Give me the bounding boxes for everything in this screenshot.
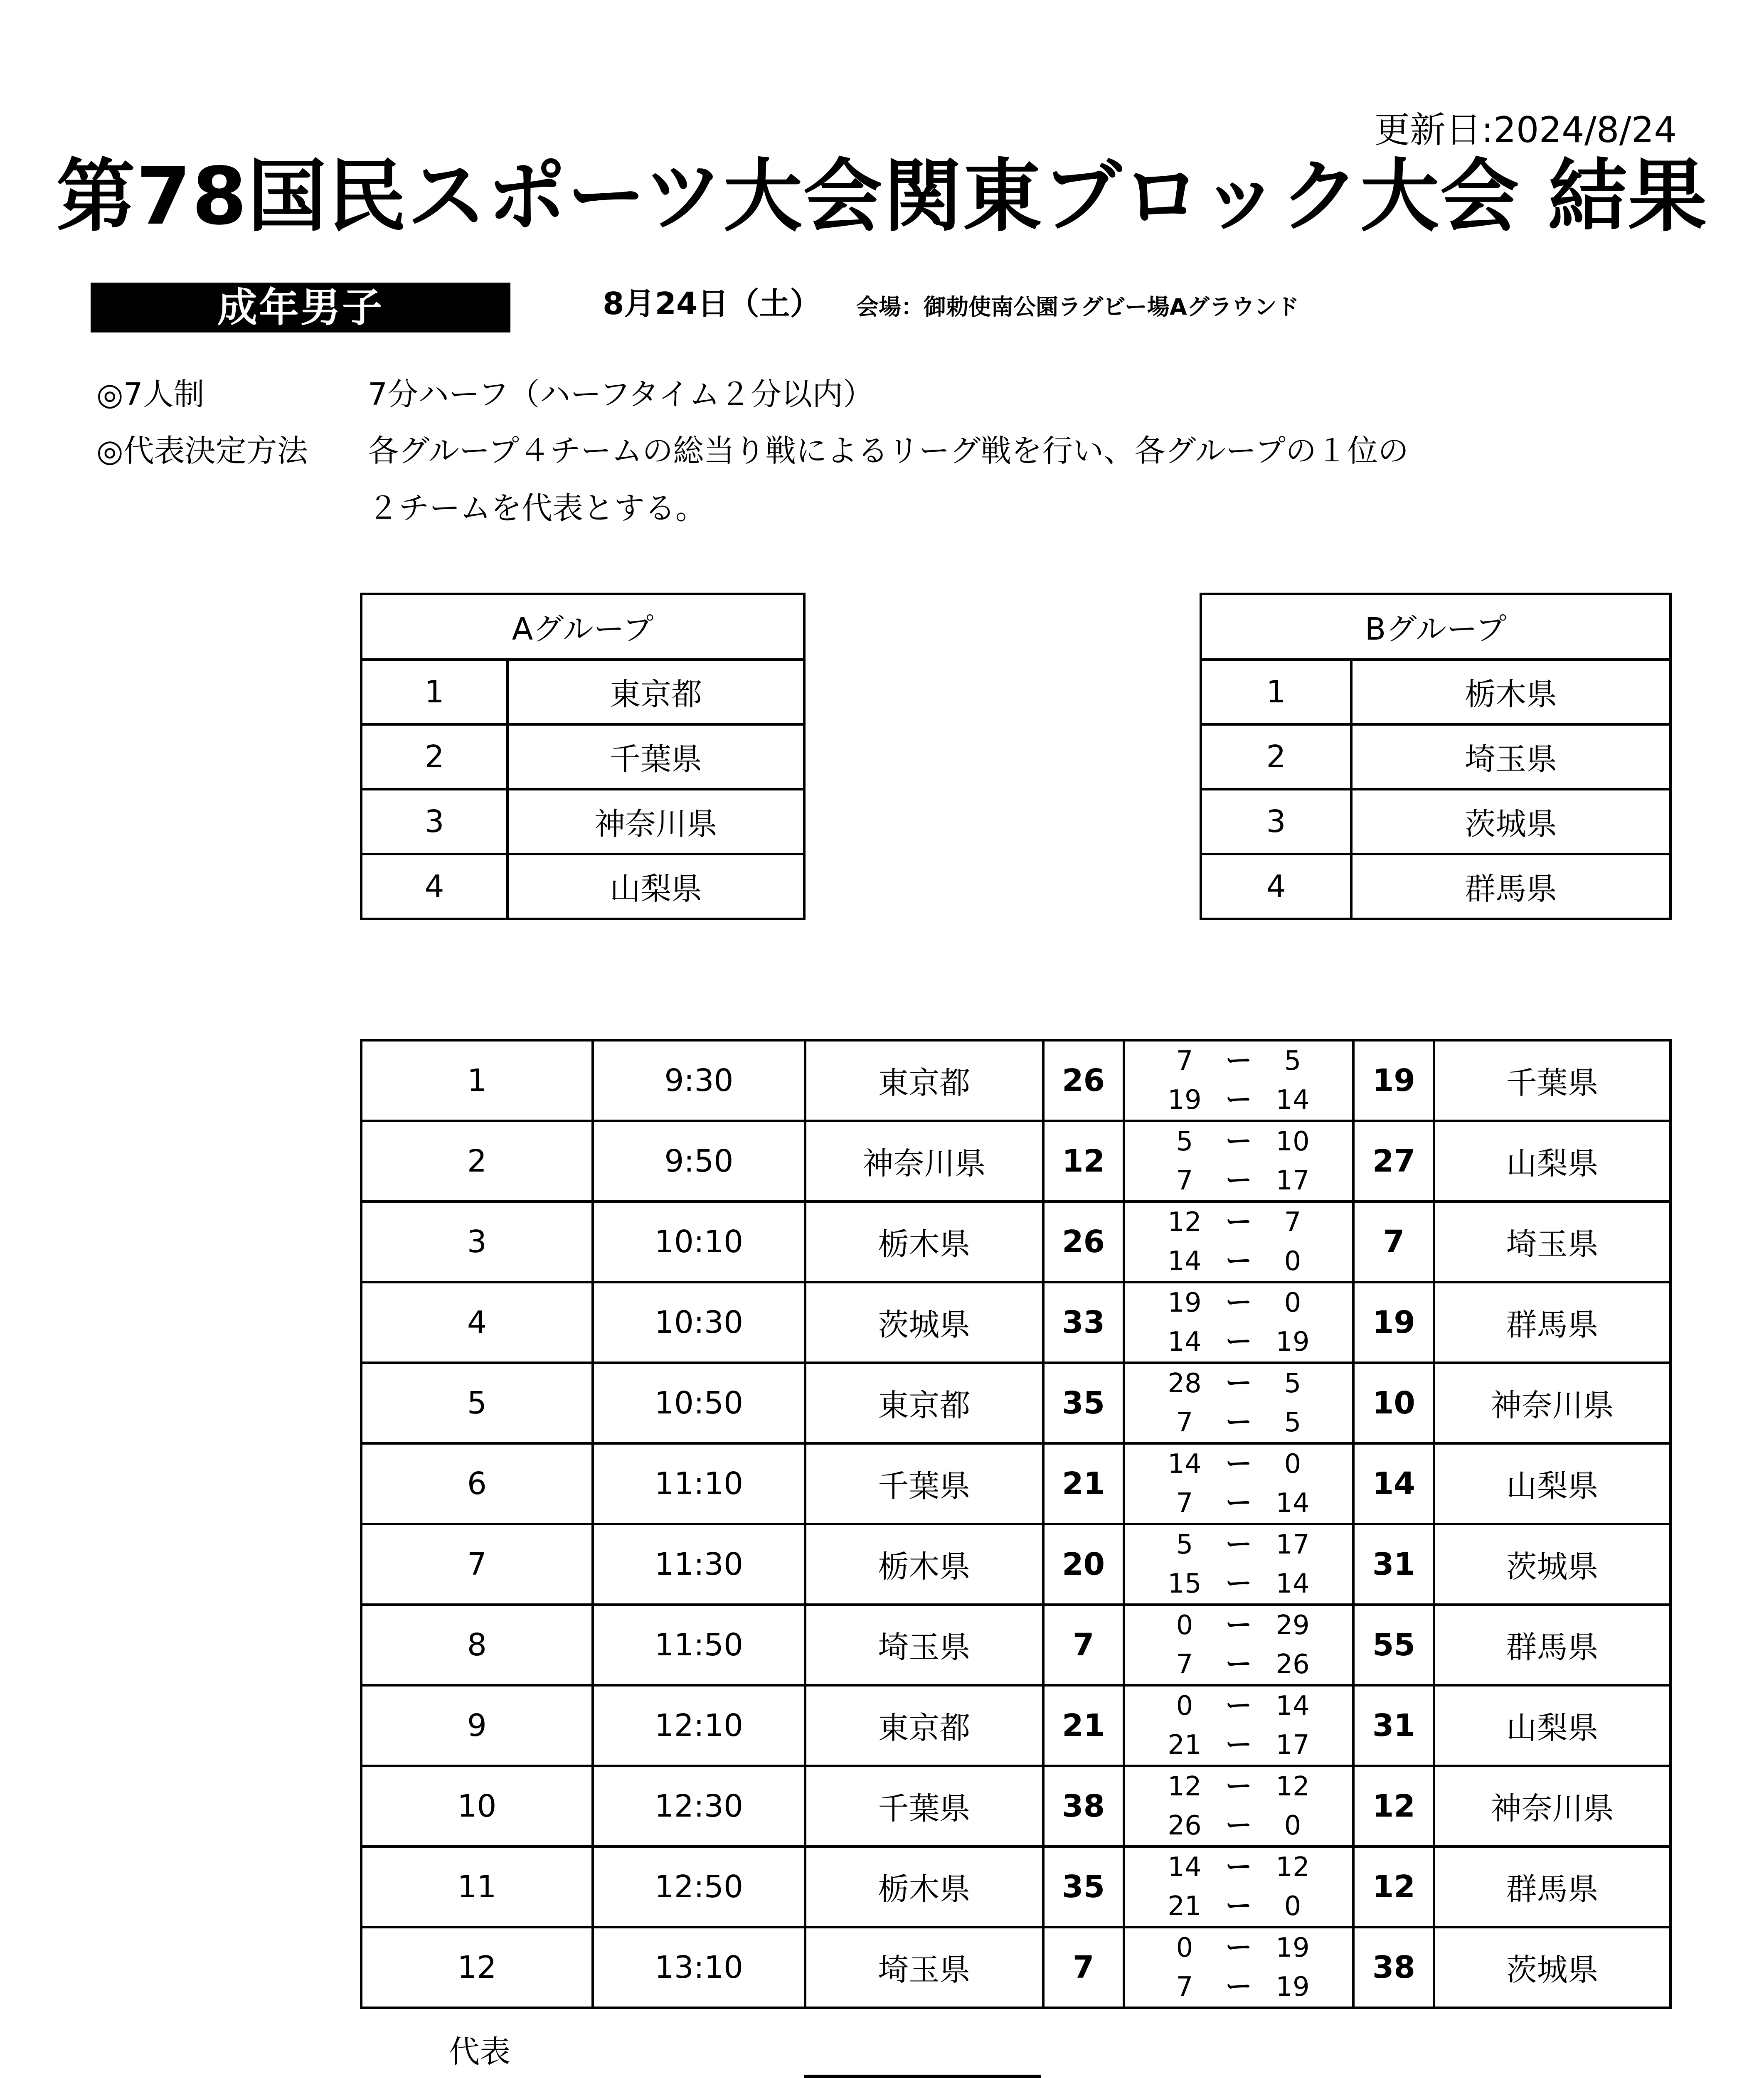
match-time: 11:30 xyxy=(593,1524,805,1605)
first-half-away: 14 xyxy=(1276,1691,1310,1721)
group-b-table xyxy=(1200,593,1672,920)
first-half-away: 12 xyxy=(1276,1771,1310,1802)
first-half-score xyxy=(1125,1445,1353,1484)
match-number: 1 xyxy=(361,1040,593,1121)
home-score: 7 xyxy=(1043,1927,1124,2008)
home-team: 千葉県 xyxy=(805,1443,1043,1524)
away-team: 千葉県 xyxy=(1434,1040,1670,1121)
second-half-score xyxy=(1125,1403,1353,1442)
table-row xyxy=(361,1605,1670,1685)
table-row xyxy=(361,854,804,919)
first-half-away: 10 xyxy=(1276,1126,1310,1157)
group-team-number: 2 xyxy=(1201,724,1351,789)
second-half-score xyxy=(1125,1645,1353,1684)
score-dash: ー xyxy=(1225,1771,1252,1802)
first-half-home: 5 xyxy=(1176,1529,1193,1560)
group-team-number: 2 xyxy=(361,724,508,789)
second-half-away: 17 xyxy=(1276,1730,1310,1760)
second-half-away: 17 xyxy=(1276,1165,1310,1196)
away-score: 55 xyxy=(1353,1605,1434,1685)
match-time: 12:10 xyxy=(593,1685,805,1766)
first-half-score xyxy=(1125,1283,1353,1322)
match-number: 9 xyxy=(361,1685,593,1766)
first-half-away: 5 xyxy=(1284,1368,1301,1399)
second-half-score xyxy=(1125,1887,1353,1926)
rule-value-format: 7分ハーフ（ハーフタイム２分以内） xyxy=(368,377,874,412)
home-score: 12 xyxy=(1043,1121,1124,1201)
away-team: 神奈川県 xyxy=(1434,1363,1670,1443)
group-team-name: 群馬県 xyxy=(1351,854,1670,919)
match-time: 9:50 xyxy=(593,1121,805,1201)
match-number: 2 xyxy=(361,1121,593,1201)
home-team: 千葉県 xyxy=(805,1766,1043,1847)
home-score: 38 xyxy=(1043,1766,1124,1847)
group-team-number: 1 xyxy=(361,660,508,724)
half-scores xyxy=(1124,1685,1354,1766)
score-dash: ー xyxy=(1225,1810,1252,1841)
home-score: 26 xyxy=(1043,1201,1124,1282)
match-time: 11:10 xyxy=(593,1443,805,1524)
group-team-number: 3 xyxy=(1201,789,1351,854)
home-team: 東京都 xyxy=(805,1363,1043,1443)
rule-value-method-cont: ２チームを代表とする。 xyxy=(368,490,706,526)
second-half-score xyxy=(1125,1564,1353,1603)
table-row xyxy=(361,1282,1670,1363)
first-half-home: 0 xyxy=(1176,1691,1193,1721)
match-number: 12 xyxy=(361,1927,593,2008)
away-team: 山梨県 xyxy=(1434,1121,1670,1201)
second-half-home: 21 xyxy=(1168,1730,1202,1760)
away-team: 埼玉県 xyxy=(1434,1201,1670,1282)
home-team: 東京都 xyxy=(805,1685,1043,1766)
table-row xyxy=(361,1201,1670,1282)
first-half-home: 0 xyxy=(1176,1933,1193,1963)
rule-label-method: ◎代表決定方法 xyxy=(96,433,308,469)
score-dash: ー xyxy=(1225,1488,1252,1519)
score-dash: ー xyxy=(1225,1649,1252,1680)
score-dash: ー xyxy=(1225,1288,1252,1318)
score-dash: ー xyxy=(1225,1730,1252,1760)
match-number: 4 xyxy=(361,1282,593,1363)
table-row xyxy=(1201,660,1670,724)
score-dash: ー xyxy=(1225,1368,1252,1399)
away-score: 19 xyxy=(1353,1282,1434,1363)
first-half-score xyxy=(1125,1203,1353,1242)
second-half-away: 14 xyxy=(1276,1085,1310,1115)
table-row xyxy=(1201,724,1670,789)
home-team: 栃木県 xyxy=(805,1201,1043,1282)
match-time: 10:50 xyxy=(593,1363,805,1443)
score-dash: ー xyxy=(1225,1891,1252,1922)
home-team: 東京都 xyxy=(805,1040,1043,1121)
second-half-home: 21 xyxy=(1168,1891,1202,1922)
second-half-away: 19 xyxy=(1276,1972,1310,2002)
match-time: 9:30 xyxy=(593,1040,805,1121)
table-row xyxy=(361,1524,1670,1605)
away-score: 38 xyxy=(1353,1927,1434,2008)
away-score: 12 xyxy=(1353,1847,1434,1927)
second-half-home: 7 xyxy=(1176,1649,1193,1680)
second-half-score xyxy=(1125,1081,1353,1120)
table-row xyxy=(361,1040,1670,1121)
match-number: 3 xyxy=(361,1201,593,1282)
first-half-score xyxy=(1125,1122,1353,1161)
first-half-home: 5 xyxy=(1176,1126,1193,1157)
half-scores xyxy=(1124,1847,1354,1927)
rule-value-method: 各グループ４チームの総当り戦によるリーグ戦を行い、各グループの１位の xyxy=(368,433,1409,469)
away-team: 群馬県 xyxy=(1434,1605,1670,1685)
away-score: 31 xyxy=(1353,1685,1434,1766)
half-scores xyxy=(1124,1282,1354,1363)
match-time: 12:50 xyxy=(593,1847,805,1927)
score-dash: ー xyxy=(1225,1529,1252,1560)
half-scores xyxy=(1124,1201,1354,1282)
event-date: 8月24日（土） xyxy=(603,286,821,322)
home-score: 35 xyxy=(1043,1363,1124,1443)
second-half-home: 19 xyxy=(1168,1085,1202,1115)
match-number: 10 xyxy=(361,1766,593,1847)
home-score: 7 xyxy=(1043,1605,1124,1685)
first-half-home: 14 xyxy=(1168,1852,1202,1883)
second-half-home: 7 xyxy=(1176,1165,1193,1196)
away-score: 14 xyxy=(1353,1443,1434,1524)
first-half-home: 12 xyxy=(1168,1771,1202,1802)
first-half-home: 7 xyxy=(1176,1046,1193,1076)
first-half-score xyxy=(1125,1606,1353,1645)
second-half-score xyxy=(1125,1726,1353,1765)
table-row xyxy=(361,1927,1670,2008)
second-half-score xyxy=(1125,1806,1353,1845)
second-half-home: 14 xyxy=(1168,1327,1202,1357)
half-scores xyxy=(1124,1443,1354,1524)
update-date: 更新日:2024/8/24 xyxy=(1374,109,1677,151)
match-number: 11 xyxy=(361,1847,593,1927)
group-team-number: 1 xyxy=(1201,660,1351,724)
second-half-away: 0 xyxy=(1284,1810,1301,1841)
second-half-away: 0 xyxy=(1284,1246,1301,1277)
score-dash: ー xyxy=(1225,1126,1252,1157)
half-scores xyxy=(1124,1927,1354,2008)
match-time: 11:50 xyxy=(593,1605,805,1685)
table-row xyxy=(1201,854,1670,919)
score-dash: ー xyxy=(1225,1046,1252,1076)
second-half-home: 26 xyxy=(1168,1810,1202,1841)
table-row xyxy=(361,1443,1670,1524)
away-team: 山梨県 xyxy=(1434,1685,1670,1766)
home-score: 26 xyxy=(1043,1040,1124,1121)
away-team: 茨城県 xyxy=(1434,1927,1670,2008)
first-half-away: 0 xyxy=(1284,1288,1301,1318)
away-team: 茨城県 xyxy=(1434,1524,1670,1605)
home-team: 栃木県 xyxy=(805,1847,1043,1927)
first-half-home: 0 xyxy=(1176,1610,1193,1641)
second-half-away: 5 xyxy=(1284,1407,1301,1438)
away-score: 12 xyxy=(1353,1766,1434,1847)
table-row xyxy=(361,1363,1670,1443)
match-number: 5 xyxy=(361,1363,593,1443)
match-number: 7 xyxy=(361,1524,593,1605)
score-dash: ー xyxy=(1225,1327,1252,1357)
second-half-score xyxy=(1125,1967,1353,2007)
venue: 会場：御勅使南公園ラグビー場Aグラウンド xyxy=(856,294,1299,320)
second-half-home: 14 xyxy=(1168,1246,1202,1277)
second-half-away: 19 xyxy=(1276,1327,1310,1357)
first-half-score xyxy=(1125,1928,1353,1967)
first-half-away: 7 xyxy=(1284,1207,1301,1238)
away-score: 27 xyxy=(1353,1121,1434,1201)
first-half-score xyxy=(1125,1041,1353,1081)
match-time: 10:30 xyxy=(593,1282,805,1363)
score-dash: ー xyxy=(1225,1165,1252,1196)
home-score: 33 xyxy=(1043,1282,1124,1363)
first-half-home: 28 xyxy=(1168,1368,1202,1399)
group-team-number: 3 xyxy=(361,789,508,854)
score-dash: ー xyxy=(1225,1207,1252,1238)
table-row xyxy=(361,789,804,854)
table-row xyxy=(361,1121,1670,1201)
first-half-score xyxy=(1125,1364,1353,1403)
half-scores xyxy=(1124,1121,1354,1201)
rule-label-format: ◎7人制 xyxy=(96,377,204,412)
score-dash: ー xyxy=(1225,1085,1252,1115)
score-dash: ー xyxy=(1225,1972,1252,2002)
away-team: 群馬県 xyxy=(1434,1282,1670,1363)
results-table xyxy=(360,1039,1672,2009)
home-score: 21 xyxy=(1043,1443,1124,1524)
group-team-name: 埼玉県 xyxy=(1351,724,1670,789)
table-row xyxy=(361,1685,1670,1766)
home-score: 35 xyxy=(1043,1847,1124,1927)
second-half-home: 7 xyxy=(1176,1407,1193,1438)
score-dash: ー xyxy=(1225,1407,1252,1438)
group-team-number: 4 xyxy=(361,854,508,919)
table-row xyxy=(361,1847,1670,1927)
second-half-away: 14 xyxy=(1276,1568,1310,1599)
score-dash: ー xyxy=(1225,1691,1252,1721)
second-half-home: 15 xyxy=(1168,1568,1202,1599)
group-team-name: 茨城県 xyxy=(1351,789,1670,854)
group-team-name: 山梨県 xyxy=(508,854,804,919)
group-team-name: 栃木県 xyxy=(1351,660,1670,724)
score-dash: ー xyxy=(1225,1933,1252,1963)
first-half-away: 5 xyxy=(1284,1046,1301,1076)
group-team-name: 東京都 xyxy=(508,660,804,724)
score-dash: ー xyxy=(1225,1610,1252,1641)
second-half-home: 7 xyxy=(1176,1488,1193,1519)
second-half-score xyxy=(1125,1161,1353,1200)
half-scores xyxy=(1124,1363,1354,1443)
first-half-score xyxy=(1125,1687,1353,1726)
first-half-away: 29 xyxy=(1276,1610,1310,1641)
group-team-name: 千葉県 xyxy=(508,724,804,789)
match-number: 8 xyxy=(361,1605,593,1685)
rep-a-team xyxy=(804,2075,1041,2078)
first-half-score xyxy=(1125,1525,1353,1564)
match-time: 12:30 xyxy=(593,1766,805,1847)
score-dash: ー xyxy=(1225,1852,1252,1883)
second-half-away: 0 xyxy=(1284,1891,1301,1922)
first-half-away: 17 xyxy=(1276,1529,1310,1560)
first-half-home: 14 xyxy=(1168,1449,1202,1480)
group-team-number: 4 xyxy=(1201,854,1351,919)
score-dash: ー xyxy=(1225,1246,1252,1277)
group-b-title: Bグループ xyxy=(1201,594,1670,660)
table-row xyxy=(361,724,804,789)
table-row xyxy=(361,1766,1670,1847)
away-team: 群馬県 xyxy=(1434,1847,1670,1927)
half-scores xyxy=(1124,1605,1354,1685)
home-team: 神奈川県 xyxy=(805,1121,1043,1201)
away-score: 10 xyxy=(1353,1363,1434,1443)
away-score: 31 xyxy=(1353,1524,1434,1605)
representatives-title: 代表 xyxy=(449,2034,510,2070)
half-scores xyxy=(1124,1524,1354,1605)
away-team: 山梨県 xyxy=(1434,1443,1670,1524)
second-half-score xyxy=(1125,1322,1353,1362)
first-half-away: 12 xyxy=(1276,1852,1310,1883)
second-half-score xyxy=(1125,1484,1353,1523)
second-half-home: 7 xyxy=(1176,1972,1193,2002)
page-title: 第78国民スポーツ大会関東ブロック大会 結果 xyxy=(56,150,1708,242)
home-team: 茨城県 xyxy=(805,1282,1043,1363)
first-half-away: 0 xyxy=(1284,1449,1301,1480)
match-time: 13:10 xyxy=(593,1927,805,2008)
first-half-score xyxy=(1125,1767,1353,1806)
away-score: 7 xyxy=(1353,1201,1434,1282)
first-half-home: 19 xyxy=(1168,1288,1202,1318)
group-team-name: 神奈川県 xyxy=(508,789,804,854)
home-team: 埼玉県 xyxy=(805,1605,1043,1685)
half-scores xyxy=(1124,1766,1354,1847)
away-team: 神奈川県 xyxy=(1434,1766,1670,1847)
second-half-away: 26 xyxy=(1276,1649,1310,1680)
group-a-title: Aグループ xyxy=(361,594,804,660)
first-half-away: 19 xyxy=(1276,1933,1310,1963)
second-half-away: 14 xyxy=(1276,1488,1310,1519)
match-number: 6 xyxy=(361,1443,593,1524)
first-half-home: 12 xyxy=(1168,1207,1202,1238)
second-half-score xyxy=(1125,1242,1353,1281)
match-time: 10:10 xyxy=(593,1201,805,1282)
home-score: 21 xyxy=(1043,1685,1124,1766)
group-a-table xyxy=(360,593,806,920)
score-dash: ー xyxy=(1225,1449,1252,1480)
category-badge: 成年男子 xyxy=(91,283,510,332)
table-row xyxy=(361,660,804,724)
first-half-score xyxy=(1125,1848,1353,1887)
table-row xyxy=(1201,789,1670,854)
away-score: 19 xyxy=(1353,1040,1434,1121)
home-score: 20 xyxy=(1043,1524,1124,1605)
home-team: 栃木県 xyxy=(805,1524,1043,1605)
half-scores xyxy=(1124,1040,1354,1121)
score-dash: ー xyxy=(1225,1568,1252,1599)
home-team: 埼玉県 xyxy=(805,1927,1043,2008)
